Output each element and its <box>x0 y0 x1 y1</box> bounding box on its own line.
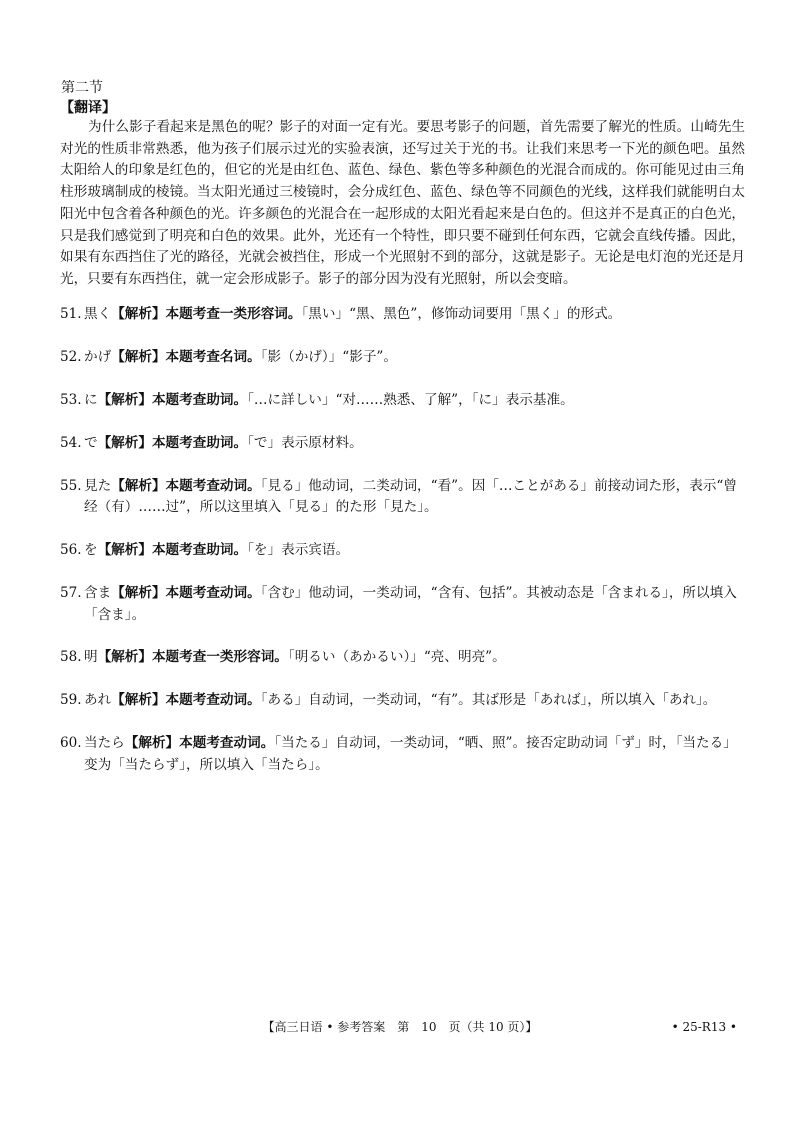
answer-item-54 <box>60 433 750 455</box>
answer-word: 含ま <box>84 584 112 601</box>
answer-word: を <box>84 542 98 559</box>
answer-list <box>60 304 750 798</box>
answer-analysis-tag: 【解析】本题考查一类形容词。 <box>111 306 302 322</box>
answer-explanation: 「含む」他动词，一类动词，“含有、包括”。其被动态是「含まれる」，所以填入「含ま」。 <box>84 584 737 623</box>
section-title: 第二节 <box>61 80 103 96</box>
translation-paragraph: 为什么影子看起来是黑色的呢？影子的对面一定有光。要思考影子的问题，首先需要了解光的性质。山崎先生对光的性质非常熟悉，他为孩子们展示过光的实验表演，还写过关于光的书。让我们来思考一下光的颜色吧。虽然太阳给人的印象是红色的，但它的光是由红色、蓝色、绿色、紫色等多种颜色的光混合而成的。你可能见过由三角柱形玻璃制成的棱镜。当太阳光通过三棱镜时，会分成红色、蓝色、绿色等不同颜色的光线，这样我们就能明白太阳光中包含着各种颜色的光。许多颜色的光混合在一起形成的太阳光看起来是白色的。但这并不是真正的白色光，只是我们感觉到了明亮和白色的效果。此外，光还有一个特性，即只要不碰到任何东西，它就会直线传播。因此，如果有东西挡住了光的路径，光就会被挡住，形成一个光照射不到的部分，这就是影子。无论是电灯泡的光还是月光，只要有东西挡住，就一定会形成影子。影子的部分因为没有光照射，所以会变暗。 <box>60 119 745 287</box>
answer-item-56 <box>60 540 750 562</box>
answer-explanation: 「明るい（あかるい）」“亮、明亮”。 <box>287 649 506 666</box>
answer-number: 60. <box>60 735 82 752</box>
answer-analysis-tag: 【解析】本题考查动词。 <box>111 584 261 601</box>
answer-number: 51. <box>60 306 82 322</box>
answer-number: 53. <box>60 391 82 408</box>
answer-word: で <box>84 434 98 451</box>
answer-item-53 <box>60 390 750 412</box>
answer-analysis-tag: 【解析】本题考查动词。 <box>111 692 261 709</box>
answer-item-57 <box>60 583 750 626</box>
answer-number: 52. <box>60 348 82 365</box>
page-footer: 【高三日语 • 参考答案 第 10 页（共 10 页）】 <box>262 1020 538 1034</box>
answer-explanation: 「影（かげ）」“影子”。 <box>260 348 397 365</box>
answer-word: 当たら <box>84 735 125 752</box>
answer-explanation: 「を」表示宾语。 <box>247 542 350 559</box>
answer-analysis-tag: 【解析】本题考查助词。 <box>97 434 248 451</box>
answer-word: あれ <box>84 692 112 709</box>
answer-analysis-tag: 【解析】本题考查一类形容词。 <box>97 649 288 666</box>
answer-number: 55. <box>60 477 82 494</box>
answer-number: 56. <box>60 542 82 559</box>
answer-word: 黒く <box>84 306 112 322</box>
answer-explanation: 「…に詳しい」“对……熟悉、了解”，「に」表示基准。 <box>247 391 574 408</box>
answer-item-59 <box>60 690 750 712</box>
answer-analysis-tag: 【解析】本题考查助词。 <box>97 542 248 559</box>
answer-analysis-tag: 【解析】本题考查动词。 <box>124 735 275 752</box>
answer-number: 59. <box>60 692 82 709</box>
answer-explanation: 「で」表示原材料。 <box>247 434 363 451</box>
answer-analysis-tag: 【解析】本题考查助词。 <box>97 391 248 408</box>
answer-analysis-tag: 【解析】本题考查名词。 <box>111 348 261 365</box>
answer-explanation: 「ある」自动词，一类动词，“有”。其ば形是「あれば」，所以填入「あれ」。 <box>260 692 717 709</box>
answer-explanation: 「黒い」“黑、黑色”，修饰动词要用「黒く」的形式。 <box>301 306 622 322</box>
page-code: • 25-R13 • <box>671 1020 737 1034</box>
answer-explanation: 「見る」他动词，二类动词，“看”。因「…ことがある」前接动词た形，表示“曾经（有）……过”，所以这里填入「見る」的た形「見た」。 <box>84 477 737 516</box>
answer-item-52 <box>60 347 750 369</box>
answer-word: 明 <box>84 649 98 666</box>
answer-word: 見た <box>84 477 112 494</box>
answer-word: かげ <box>84 348 112 365</box>
answer-item-60 <box>60 733 750 776</box>
answer-number: 54. <box>60 434 82 451</box>
answer-number: 58. <box>60 649 82 666</box>
answer-explanation: 「当たる」自动词，一类动词，“晒、照”。接否定助动词「ず」时，「当たる」变为「当たらず」，所以填入「当たら」。 <box>84 735 737 773</box>
answer-item-51 <box>60 304 750 326</box>
answer-word: に <box>84 391 98 408</box>
answer-item-55 <box>60 476 750 519</box>
answer-analysis-tag: 【解析】本题考查动词。 <box>111 477 261 494</box>
translation-heading: 【翻译】 <box>60 100 116 116</box>
answer-item-58 <box>60 647 750 669</box>
answer-number: 57. <box>60 584 82 601</box>
